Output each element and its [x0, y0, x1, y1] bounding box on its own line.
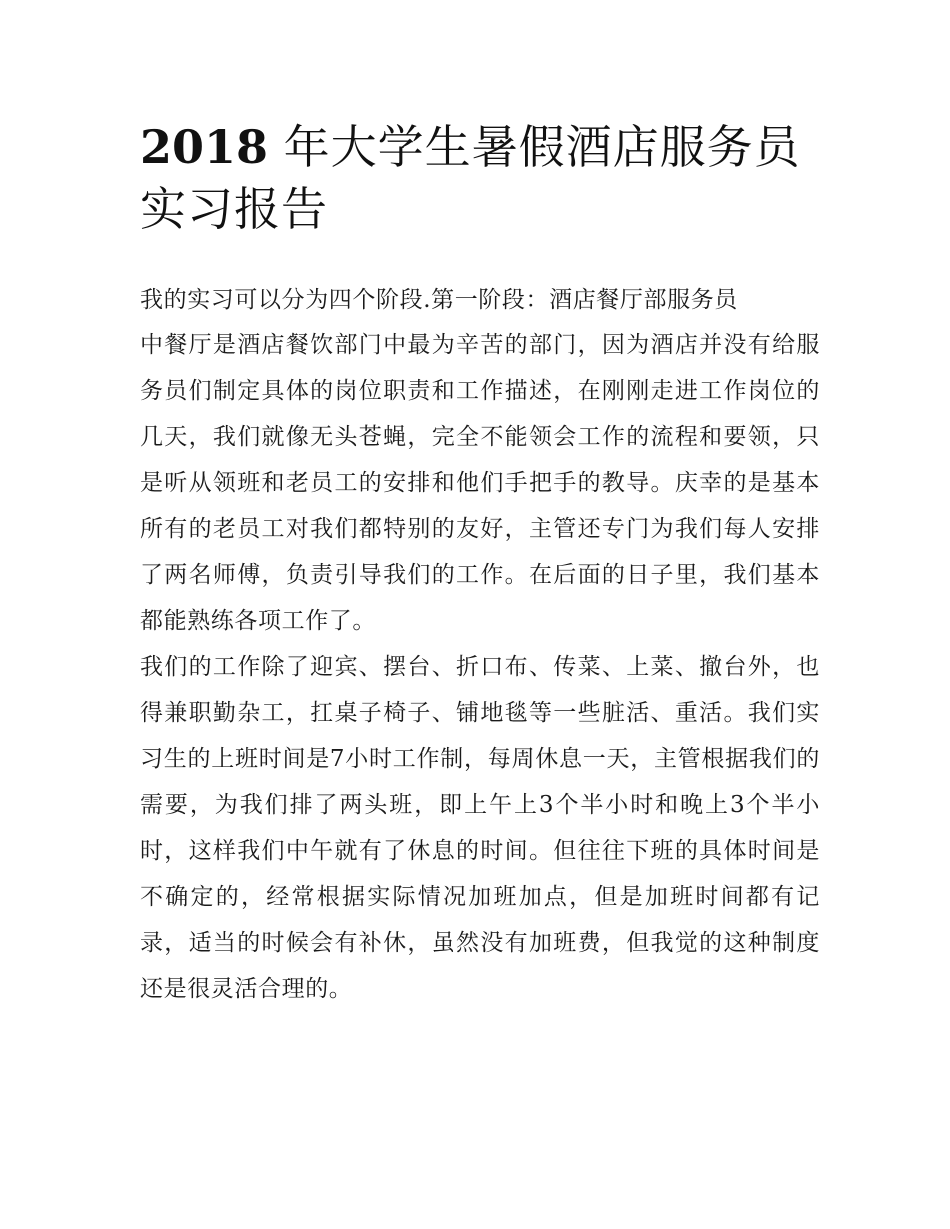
document-title: [140, 116, 820, 240]
intro-line: 我的实习可以分为四个阶段.第一阶段：酒店餐厅部服务员: [140, 287, 738, 313]
title-year: 2018: [140, 120, 269, 174]
title-text: 年大学生暑假酒店服务员实习报告: [140, 120, 801, 236]
paragraph-restaurant: 中餐厅是酒店餐饮部门中最为辛苦的部门，因为酒店并没有给服务员们制定具体的岗位职责和工作描述，在刚刚走进工作岗位的几天，我们就像无头苍蝇，完全不能领会工作的流程和要领，只是听从领班和老员工的安排和他们手把手的教导。庆幸的是基本所有的老员工对我们都特别的友好，主管还专门为我们每人安排了两名师傅，负责引导我们的工作。在后面的日子里，我们基本都能熟练各项工作了。: [140, 332, 820, 634]
document-body: [140, 282, 820, 1012]
paragraph-duties: 我们的工作除了迎宾、摆台、折口布、传菜、上菜、撤台外，也得兼职勤杂工，扛桌子椅子、铺地毯等一些脏活、重活。我们实习生的上班时间是7小时工作制，每周休息一天，主管根据我们的需要，为我们排了两头班，即上午上3个半小时和晚上3个半小时，这样我们中午就有了休息的时间。但往往下班的具体时间是不确定的，经常根据实际情况加班加点，但是加班时间都有记录，适当的时候会有补休，虽然没有加班费，但我觉的这种制度还是很灵活合理的。: [140, 654, 820, 1002]
